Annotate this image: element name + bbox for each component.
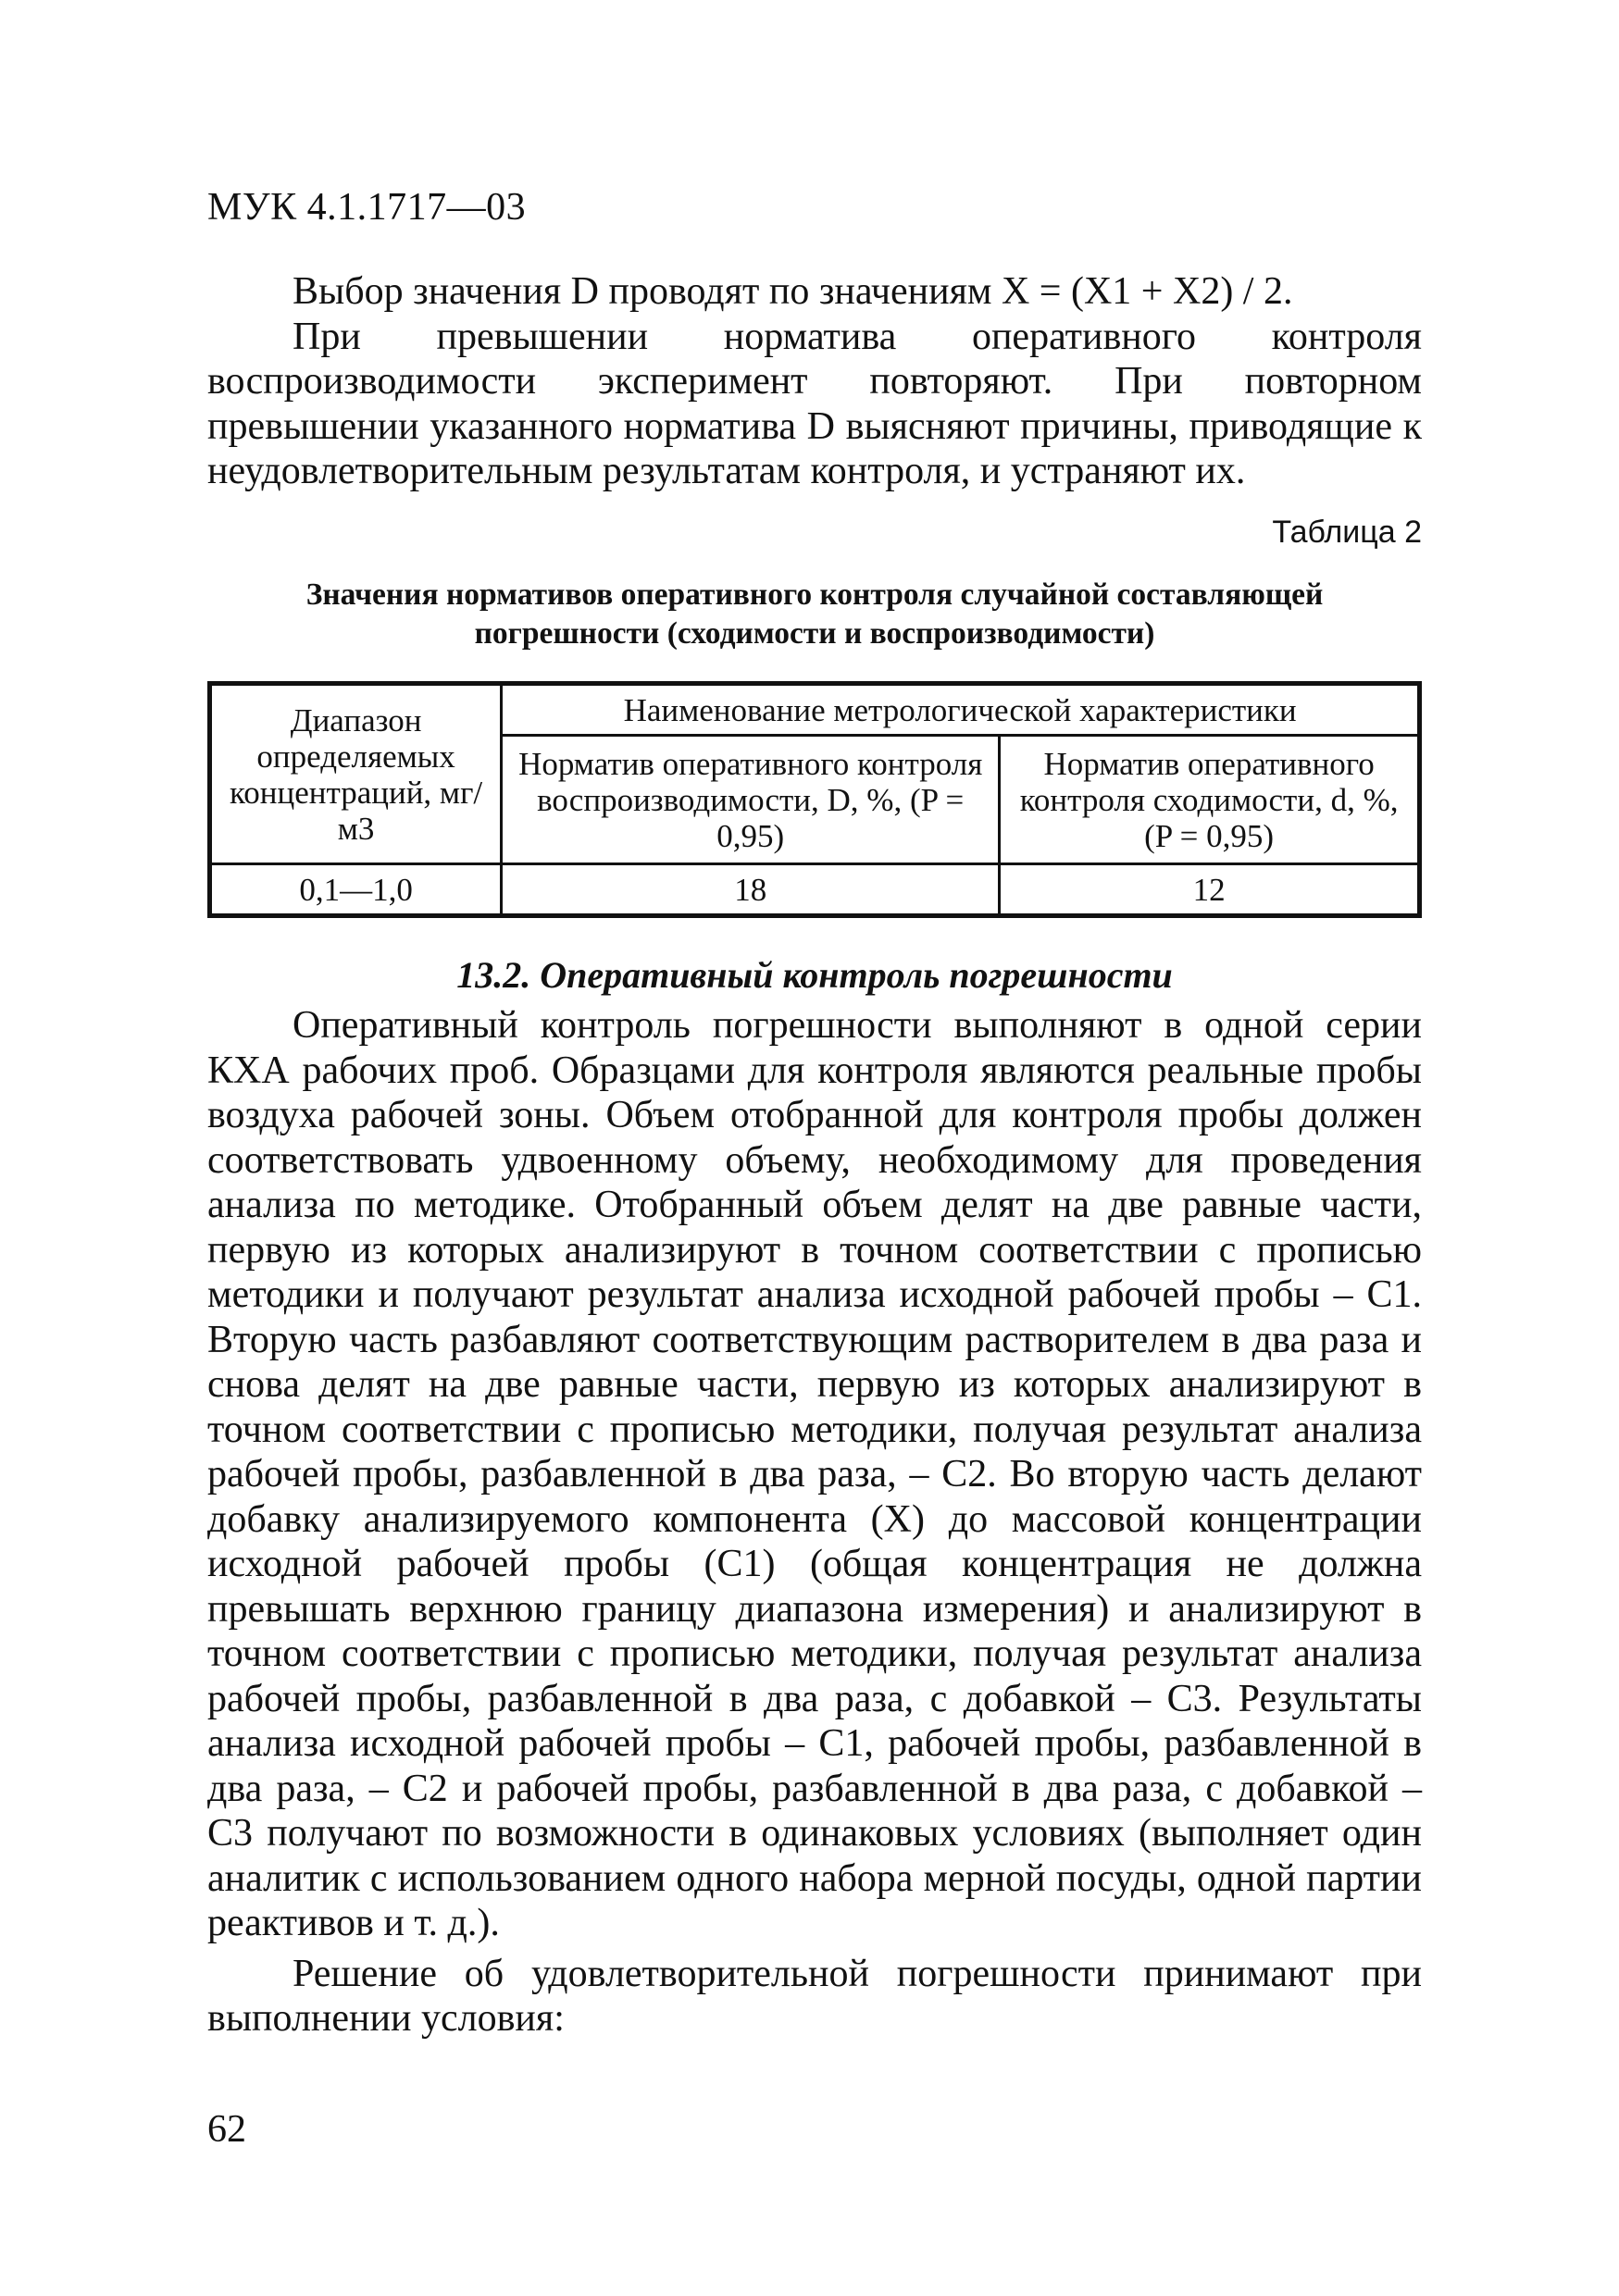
- table-title-line-1: Значения нормативов оперативного контроля случайной составляющей: [305, 577, 1324, 612]
- cell-range: 0,1—1,0: [210, 864, 502, 916]
- table-label: Таблица 2: [1272, 515, 1422, 550]
- section-paragraph-1: Оперативный контроль погрешности выполняют в одной серии КХА рабочих проб. Образцами для контроля являются реальные пробы воздуха рабочей зоны. Объем отобранной для контроля пробы должен соответствовать удвоенному объему, необходимому для проведения анализа по методике. Отобранный объем делят на две равные части, первую из которых анализируют в точном соответствии с прописью методики и получают результат анализа исходной рабочей пробы – C1. Вторую часть разбавляют соответствующим растворителем в два раза и снова делят на две равные части, первую из которых анализируют в точном соответствии с прописью методики, получая результат анализа рабочей пробы, разбавленной в два раза, – C2. Во вторую часть делают добавку анализируемого компонента (X) до массовой концентрации исходной рабочей пробы (C1) (общая концентрация не должна превышать верхнюю границу диапазона измерения) и анализируют в точном соответствии с прописью методики, получая результат анализа рабочей пробы, разбавленной в два раза, с добавкой – C3. Результаты анализа исходной рабочей пробы – C1, рабочей пробы, разбавленной в два раза, – C2 и рабочей пробы, разбавленной в два раза, с добавкой – C3 получают по возможности в одинаковых условиях (выполняет один аналитик с использованием одного набора мерной посуды, одной партии реактивов и т. д.).: [207, 1004, 1422, 1944]
- page-number: 62: [207, 2108, 246, 2151]
- section-paragraph-2: Решение об удовлетворительной погрешности принимают при выполнении условия:: [207, 1952, 1422, 2040]
- table-title-line-2: погрешности (сходимости и воспроизводимости): [474, 616, 1155, 651]
- header-range: Диапазон определяемых концентраций, мг/м3: [210, 684, 502, 864]
- table-row: [210, 864, 1420, 916]
- section-heading: 13.2. Оперативный контроль погрешности: [456, 954, 1173, 996]
- intro-text: [207, 269, 1422, 494]
- header-convergence: Норматив оперативного контроля сходимости, d, %, (P = 0,95): [1000, 736, 1420, 864]
- section-text: [207, 1003, 1422, 2042]
- cell-reproducibility: 18: [502, 864, 1000, 916]
- intro-paragraph: При превышении норматива оперативного контроля воспроизводимости эксперимент повторяют. При повторном превышении указанного норматива D выясняют причины, приводящие к неудовлетворительным результатам контроля, и устраняют их.: [207, 315, 1422, 492]
- header-reproducibility: Норматив оперативного контроля воспроизводимости, D, %, (P = 0,95): [502, 736, 1000, 864]
- cell-convergence: 12: [1000, 864, 1420, 916]
- formula-sentence: Выбор значения D проводят по значениям X = (X1 + X2) / 2.: [293, 270, 1293, 313]
- table-title: [207, 576, 1422, 653]
- header-metrological: Наименование метрологической характеристики: [502, 684, 1420, 736]
- norms-table: [207, 681, 1422, 918]
- document-code-header: МУК 4.1.1717—03: [207, 186, 527, 229]
